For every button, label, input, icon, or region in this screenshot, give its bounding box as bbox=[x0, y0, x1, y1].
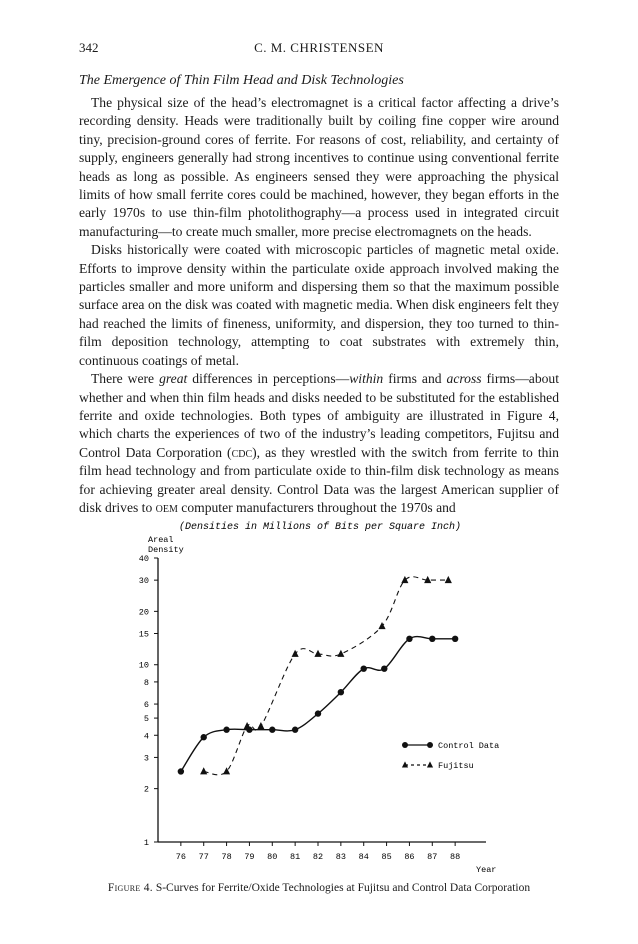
chart-title: (Densities in Millions of Bits per Square Inch) bbox=[178, 522, 462, 533]
y-tick-label: 3 bbox=[143, 753, 149, 764]
data-point-fujitsu bbox=[244, 722, 251, 729]
data-point-fujitsu bbox=[200, 767, 207, 774]
page-header bbox=[79, 40, 559, 60]
running-head: C. M. CHRISTENSEN bbox=[254, 40, 384, 55]
x-tick-label: 88 bbox=[450, 852, 461, 862]
figure-caption-text: S-Curves for Ferrite/Oxide Technologies at Fujitsu and Control Data Corporation bbox=[155, 882, 531, 894]
y-tick-label: 8 bbox=[143, 677, 149, 688]
x-tick-label: 77 bbox=[198, 852, 209, 862]
data-point-control-data bbox=[429, 636, 435, 642]
data-point-fujitsu bbox=[337, 650, 344, 657]
data-point-fujitsu bbox=[292, 650, 299, 657]
x-tick-label: 85 bbox=[381, 852, 392, 862]
data-point-fujitsu bbox=[257, 722, 264, 729]
x-tick-label: 87 bbox=[427, 852, 438, 862]
x-tick-label: 78 bbox=[221, 852, 232, 862]
legend-label-control-data: Control Data bbox=[438, 741, 500, 751]
paragraph-2: Disks historically were coated with microscopic particles of magnetic metal oxide. Efforts to improve density within the particulate oxide approach involved making the particles smaller and more uniform and dispersing them so that the maximum possible surface area on the disk was coated with magnetic media. When disk engineers felt they had reached the limits of fineness, uniformity, and dispersion, they too turned to thin-film deposition technology, attempting to coat substrates with extremely thin, continuous coatings of metal. bbox=[79, 242, 559, 368]
legend bbox=[402, 741, 499, 771]
x-tick-label: 82 bbox=[312, 852, 324, 862]
y-tick-label: 10 bbox=[138, 660, 149, 671]
paragraph-3 bbox=[79, 370, 559, 517]
data-point-control-data bbox=[201, 734, 207, 740]
p3-emphasis-within: within bbox=[349, 371, 384, 387]
data-point-control-data bbox=[223, 727, 229, 733]
p3-text-5: ), as they wrestled with the switch from ferrite to thin film head technology and from particulate oxide to thin-film disk technology as means for achieving greater areal density. Control Data was the largest American supplier of disk drives to bbox=[79, 444, 559, 515]
y-ticks bbox=[139, 554, 158, 848]
page-number: 342 bbox=[79, 40, 99, 55]
data-point-control-data bbox=[381, 665, 387, 671]
p3-smallcaps-cdc: cdc bbox=[231, 444, 253, 460]
x-tick-label: 86 bbox=[404, 852, 415, 862]
p3-text-3: firms and bbox=[383, 371, 447, 387]
p3-text-4: firms—about whether and when thin film heads and disks needed to be substituted for the established ferrite and oxide technologies. Both types of ambiguity are illustrated in Figure 4, which charts the experiences of two of the industry’s leading competitors, Fujitsu and Control Data Corporation ( bbox=[79, 371, 560, 460]
data-point-control-data bbox=[269, 727, 275, 733]
data-point-control-data bbox=[452, 636, 458, 642]
x-tick-label: 84 bbox=[358, 852, 369, 862]
body-text bbox=[79, 94, 559, 517]
figure-4-chart bbox=[0, 510, 638, 890]
y-tick-label: 4 bbox=[143, 731, 149, 742]
p3-emphasis-across: across bbox=[446, 371, 482, 387]
y-tick-label: 5 bbox=[143, 714, 149, 725]
paragraph-1: The physical size of the head’s electromagnet is a critical factor affecting a drive’s recording density. Heads were traditionally built by coiling fine copper wire around tiny, precision-ground cores of ferrite. For reasons of cost, reliability, and certainty of supply, engineers generally had strong incentives to continue using conventional ferrite heads as long as possible. As engineers sensed they were approaching the physical limits of how small ferrite cores could be machined, however, they began efforts in the early 1970s to use thin-film photolithography—a process used in integrated circuit manufacturing—to create much smaller, more precise electromagnets on the heads. bbox=[79, 95, 559, 239]
y-tick-label: 6 bbox=[143, 700, 149, 711]
chart-svg bbox=[0, 510, 638, 890]
p3-text-6: computer manufacturers throughout the 1970s and bbox=[177, 499, 456, 515]
legend-label-fujitsu: Fujitsu bbox=[438, 761, 474, 771]
y-axis-label-line-2: Density bbox=[148, 545, 184, 555]
y-tick-label: 20 bbox=[138, 607, 149, 618]
p3-text-1: There were bbox=[91, 371, 160, 387]
y-tick-label: 30 bbox=[138, 576, 149, 587]
y-tick-label: 40 bbox=[138, 554, 149, 564]
y-tick-label: 15 bbox=[138, 629, 149, 640]
x-tick-label: 76 bbox=[175, 852, 186, 862]
data-point-fujitsu bbox=[314, 650, 321, 657]
x-tick-label: 80 bbox=[267, 852, 278, 862]
data-point-fujitsu bbox=[401, 576, 408, 583]
y-tick-label: 1 bbox=[143, 838, 149, 848]
data-point-control-data bbox=[315, 710, 321, 716]
data-point-control-data bbox=[361, 665, 367, 671]
data-point-control-data bbox=[406, 636, 412, 642]
x-axis-label: Year bbox=[476, 865, 497, 875]
x-tick-label: 79 bbox=[244, 852, 255, 862]
p3-smallcaps-oem: oem bbox=[155, 499, 178, 515]
p3-emphasis-great: great bbox=[159, 371, 188, 387]
legend-marker-control-data bbox=[402, 742, 408, 748]
data-point-fujitsu bbox=[378, 622, 385, 629]
data-point-control-data bbox=[338, 689, 344, 695]
figure-caption bbox=[79, 882, 559, 894]
data-point-control-data bbox=[178, 768, 184, 774]
y-tick-label: 2 bbox=[143, 784, 149, 795]
legend-marker-fujitsu bbox=[427, 761, 433, 767]
y-axis-label-line-1: Areal bbox=[148, 535, 174, 545]
data-point-control-data bbox=[292, 727, 298, 733]
data-point-fujitsu bbox=[445, 576, 452, 583]
figure-label: Figure 4. bbox=[107, 882, 153, 894]
section-title: The Emergence of Thin Film Head and Disk Technologies bbox=[79, 73, 404, 88]
x-tick-label: 83 bbox=[335, 852, 346, 862]
x-ticks bbox=[176, 842, 460, 862]
p3-text-2: differences in perceptions— bbox=[187, 371, 350, 387]
legend-marker-control-data bbox=[427, 742, 433, 748]
x-tick-label: 81 bbox=[290, 852, 301, 862]
